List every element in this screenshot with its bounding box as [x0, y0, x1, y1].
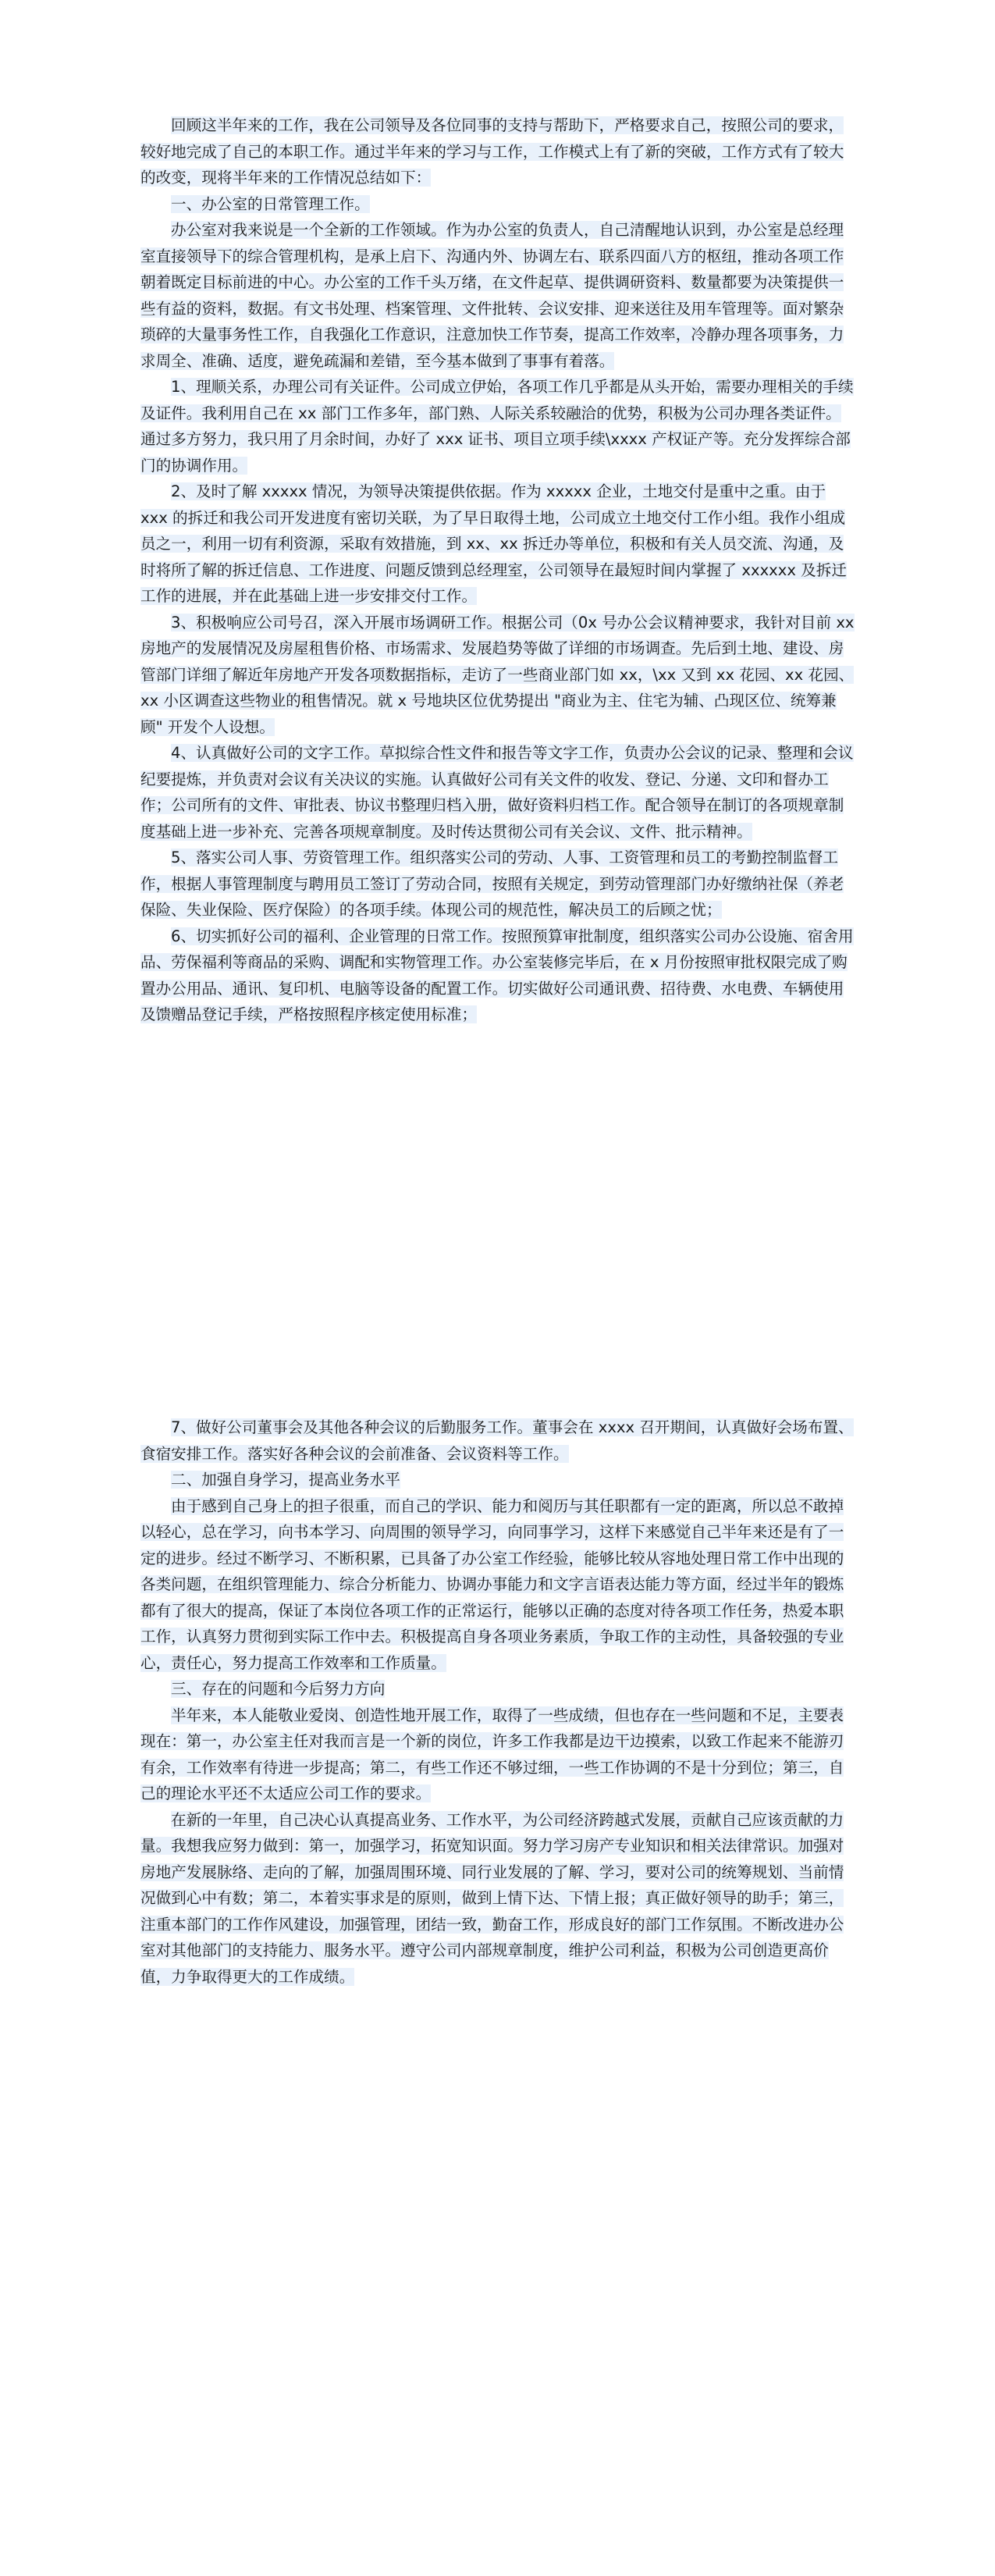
paragraph	[140, 923, 855, 1028]
paragraph-text: 回顾这半年来的工作，我在公司领导及各位同事的支持与帮助下，严格要求自己，按照公司的要求，较好地完成了自己的本职工作。通过半年来的学习与工作，工作模式上有了新的突破，工作方式有了较大的改变，现将半年来的工作情况总结如下：	[140, 116, 844, 187]
document-section-bottom	[140, 1414, 855, 1990]
paragraph	[140, 610, 855, 741]
paragraph	[140, 1703, 855, 1807]
paragraph-text: 4、认真做好公司的文字工作。草拟综合性文件和报告等文字工作，负责办公会议的记录、整理和会议纪要提炼，并负责对会议有关决议的实施。认真做好公司有关文件的收发、登记、分递、文印和督办工作；公司所有的文件、审批表、协议书整理归档入册，做好资料归档工作。配合领导在制订的各项规章制度基础上进一步补充、完善各项规章制度。及时传达贯彻公司有关会议、文件、批示精神。	[140, 744, 854, 841]
paragraph-text: 在新的一年里，自己决心认真提高业务、工作水平，为公司经济跨越式发展，贡献自己应该贡献的力量。我想我应努力做到：第一，加强学习，拓宽知识面。努力学习房产专业知识和相关法律常识。加强对房地产发展脉络、走向的了解，加强周围环境、同行业发展的了解、学习，要对公司的统筹规划、当前情况做到心中有数；第二，本着实事求是的原则，做到上情下达、下情上报；真正做好领导的助手；第三，注重本部门的工作作风建设，加强管理，团结一致，勤奋工作，形成良好的部门工作氛围。不断改进办公室对其他部门的支持能力、服务水平。遵守公司内部规章制度，维护公司利益，积极为公司创造更高价值，力争取得更大的工作成绩。	[140, 1810, 844, 1986]
section-heading-text: 二、加强自身学习，提高业务水平	[171, 1471, 400, 1489]
paragraph-text: 3、积极响应公司号召，深入开展市场调研工作。根据公司（0x 号办公会议精神要求，我针对目前 xx 房地产的发展情况及房屋租售价格、市场需求、发展趋势等做了详细的市场调查。先后到土地、建设、房管部门详细了解近年房地产开发各项数据指标，走访了一些商业部门如 xx，\xx 又到 xx 花园、xx 花园、xx 小区调查这些物业的租售情况。就 x 号地块区位优势提出 "商业为主、住宅为辅、凸现区位、统筹兼顾" 开发个人设想。	[140, 613, 855, 736]
paragraph	[140, 112, 855, 191]
paragraph	[140, 1493, 855, 1677]
section-heading	[140, 1676, 855, 1703]
paragraph	[140, 479, 855, 610]
paragraph-text: 由于感到自己身上的担子很重，而自己的学识、能力和阅历与其任职都有一定的距离，所以总不敢掉以轻心，总在学习，向书本学习、向周围的领导学习，向同事学习，这样下来感觉自己半年来还是有了一定的进步。经过不断学习、不断积累，已具备了办公室工作经验，能够比较从容地处理日常工作中出现的各类问题，在组织管理能力、综合分析能力、协调办事能力和文字言语表达能力等方面，经过半年的锻炼都有了很大的提高，保证了本岗位各项工作的正常运行，能够以正确的态度对待各项工作任务，热爱本职工作，认真努力贯彻到实际工作中去。积极提高自身各项业务素质，争取工作的主动性，具备较强的专业心，责任心，努力提高工作效率和工作质量。	[140, 1496, 844, 1672]
paragraph-text: 半年来，本人能敬业爱岗、创造性地开展工作，取得了一些成绩，但也存在一些问题和不足，主要表现在：第一，办公室主任对我而言是一个新的岗位，许多工作我都是边干边摸索，以致工作起来不能游刃有余，工作效率有待进一步提高；第二，有些工作还不够过细，一些工作协调的不是十分到位；第三，自己的理论水平还不太适应公司工作的要求。	[140, 1706, 844, 1802]
paragraph	[140, 1807, 855, 1991]
paragraph	[140, 845, 855, 923]
section-heading-text: 三、存在的问题和今后努力方向	[171, 1680, 386, 1698]
section-heading	[140, 191, 855, 218]
paragraph-text: 1、理顺关系，办理公司有关证件。公司成立伊始，各项工作几乎都是从头开始，需要办理相关的手续及证件。我利用自己在 xx 部门工作多年，部门熟、人际关系较融洽的优势，积极为公司办理各类证件。通过多方努力，我只用了月余时间，办好了 xxx 证书、项目立项手续\xxxx 产权证产等。充分发挥综合部门的协调作用。	[140, 378, 854, 475]
paragraph-text: 2、及时了解 xxxxx 情况，为领导决策提供依据。作为 xxxxx 企业，土地交付是重中之重。由于 xxx 的拆迁和我公司开发进度有密切关联，为了早日取得土地，公司成立土地交付工作小组。我作小组成员之一，利用一切有利资源，采取有效措施，到 xx、xx 拆迁办等单位，积极和有关人员交流、沟通，及时将所了解的拆迁信息、工作进度、问题反馈到总经理室，公司领导在最短时间内掌握了 xxxxxx 及拆迁工作的进展，并在此基础上进一步安排交付工作。	[140, 482, 847, 605]
paragraph-text: 5、落实公司人事、劳资管理工作。组织落实公司的劳动、人事、工资管理和员工的考勤控制监督工作，根据人事管理制度与聘用员工签订了劳动合同，按照有关规定，到劳动管理部门办好缴纳社保（养老保险、失业保险、医疗保险）的各项手续。体现公司的规范性，解决员工的后顾之忧；	[140, 849, 844, 919]
paragraph-text: 6、切实抓好公司的福利、企业管理的日常工作。按照预算审批制度，组织落实公司办公设施、宿舍用品、劳保福利等商品的采购、调配和实物管理工作。办公室装修完毕后，在 x 月份按照审批权限完成了购置办公用品、通讯、复印机、电脑等设备的配置工作。切实做好公司通讯费、招待费、水电费、车辆使用及馈赠品登记手续，严格按照程序核定使用标准；	[140, 927, 854, 1023]
paragraph-text: 7、做好公司董事会及其他各种会议的后勤服务工作。董事会在 xxxx 召开期间，认真做好会场布置、食宿安排工作。落实好各种会议的会前准备、会议资料等工作。	[140, 1418, 854, 1463]
paragraph	[140, 217, 855, 374]
paragraph	[140, 740, 855, 845]
paragraph-text: 办公室对我来说是一个全新的工作领域。作为办公室的负责人，自己清醒地认识到，办公室是总经理室直接领导下的综合管理机构，是承上启下、沟通内外、协调左右、联系四面八方的枢纽，推动各项工作朝着既定目标前进的中心。办公室的工作千头万绪，在文件起草、提供调研资料、数量都要为决策提供一些有益的资料，数据。有文书处理、档案管理、文件批转、会议安排、迎来送往及用车管理等。面对繁杂琐碎的大量事务性工作，自我强化工作意识，注意加快工作节奏，提高工作效率，冷静办理各项事务，力求周全、准确、适度，避免疏漏和差错，至今基本做到了事事有着落。	[140, 221, 844, 370]
section-heading-text: 一、办公室的日常管理工作。	[171, 194, 370, 213]
document-section-top	[140, 112, 855, 1028]
paragraph	[140, 1414, 855, 1467]
paragraph	[140, 374, 855, 479]
section-heading	[140, 1467, 855, 1493]
